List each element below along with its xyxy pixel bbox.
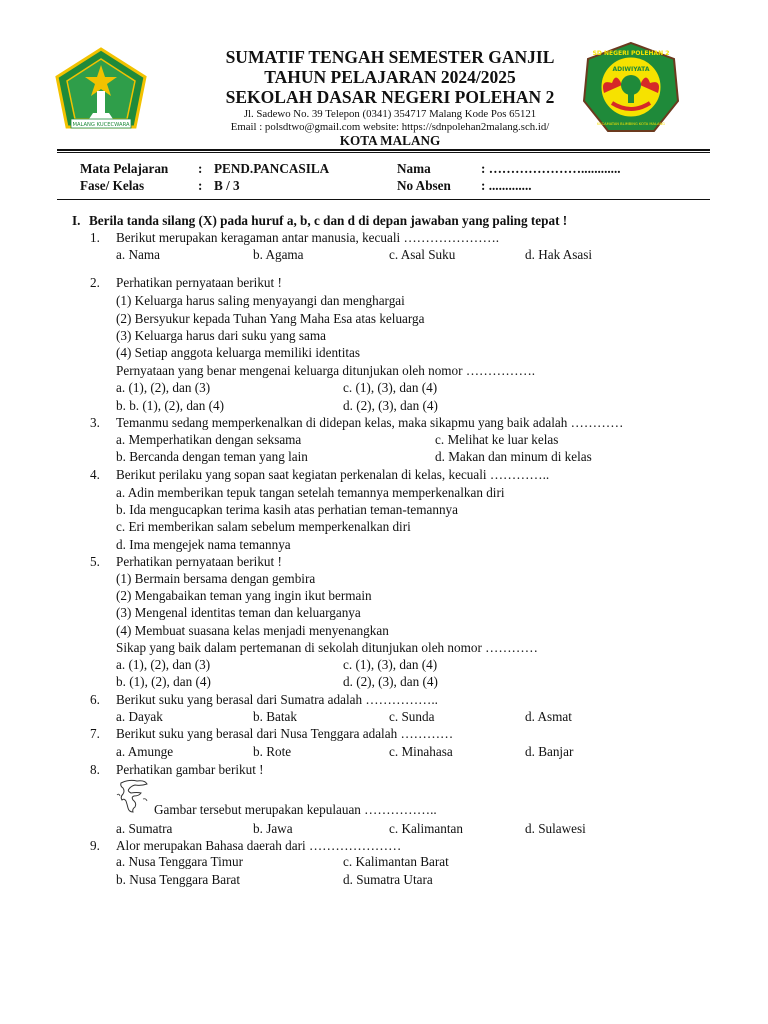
info-rule [57, 199, 710, 200]
option-d[interactable]: d. Sumatra Utara [343, 872, 433, 887]
class-value: B / 3 [214, 178, 240, 193]
option-d[interactable]: d. Makan dan minum di kelas [435, 449, 592, 464]
question-text: Berikut perilaku yang sopan saat kegiatan perkenalan di kelas, kecuali ………….. [116, 467, 550, 482]
option-a[interactable]: a. (1), (2), dan (3) [116, 380, 211, 395]
question-ask: Sikap yang baik dalam pertemanan di sekolah ditunjukan oleh nomor ………… [116, 640, 538, 655]
header-rule-thin [57, 152, 710, 153]
option-b[interactable]: b. b. (1), (2), dan (4) [116, 398, 225, 413]
option-a[interactable]: a. Adin memberikan tepuk tangan setelah temannya memperkenalkan diri [116, 485, 505, 500]
option-c[interactable]: c. Sunda [389, 709, 435, 724]
section-instruction: Berila tanda silang (X) pada huruf a, b, c dan d di depan jawaban yang paling tepat ! [89, 213, 568, 228]
question-number: 3. [90, 415, 100, 430]
option-d[interactable]: d. Asmat [525, 709, 572, 724]
option-a[interactable]: a. Dayak [116, 709, 163, 724]
question-number: 5. [90, 554, 100, 569]
option-a[interactable]: a. Nusa Tenggara Timur [116, 854, 244, 869]
option-d[interactable]: d. Banjar [525, 744, 574, 759]
option-d[interactable]: d. Hak Asasi [525, 247, 593, 262]
question-text: Perhatikan pernyataan berikut ! [116, 275, 282, 290]
statement: (2) Mengabaikan teman yang ingin ikut bermain [116, 588, 372, 603]
question-ask: Pernyataan yang benar mengenai keluarga ditunjukan oleh nomor ……………. [116, 363, 536, 378]
statement: (4) Membuat suasana kelas menjadi menyenangkan [116, 623, 389, 638]
option-c[interactable]: c. Asal Suku [389, 247, 456, 262]
option-d[interactable]: d. (2), (3), dan (4) [343, 398, 438, 413]
header-rule [57, 149, 710, 151]
absen-label: No Absen [397, 178, 451, 193]
option-d[interactable]: d. (2), (3), dan (4) [343, 674, 438, 689]
option-a[interactable]: a. Sumatra [116, 821, 173, 836]
class-sep: : [198, 178, 203, 193]
option-c[interactable]: c. Melihat ke luar kelas [435, 432, 559, 447]
question-text: Perhatikan gambar berikut ! [116, 762, 264, 777]
school-name: SEKOLAH DASAR NEGERI POLEHAN 2 [225, 87, 555, 107]
island-map-image [115, 777, 151, 820]
question-number: 9. [90, 838, 100, 853]
option-c[interactable]: c. Kalimantan Barat [343, 854, 449, 869]
statement: (2) Bersyukur kepada Tuhan Yang Maha Esa atas keluarga [116, 311, 425, 326]
subject-value: PEND.PANCASILA [214, 161, 330, 176]
option-b[interactable]: b. Ida mengucapkan terima kasih atas perhatian teman-temannya [116, 502, 458, 517]
question-number: 7. [90, 726, 100, 741]
option-d[interactable]: d. Ima mengejek nama temannya [116, 537, 291, 552]
absen-field[interactable]: : ............. [481, 178, 532, 193]
city-logo-text: MALANG KUCECWARA [72, 122, 130, 128]
statement: (1) Keluarga harus saling menyayangi dan menghargai [116, 293, 405, 308]
subject-label: Mata Pelajaran [80, 161, 169, 176]
name-label: Nama [397, 161, 431, 176]
school-logo-mid-text: ADIWIYATA [612, 66, 650, 73]
option-c[interactable]: c. (1), (3), dan (4) [343, 657, 438, 672]
name-field[interactable]: : …………………............ [481, 161, 621, 176]
question-number: 1. [90, 230, 100, 245]
school-logo-bottom-text: KECAMATAN BLIMBING KOTA MALANG [597, 122, 665, 126]
option-b[interactable]: b. Jawa [253, 821, 293, 836]
option-c[interactable]: c. Kalimantan [389, 821, 463, 836]
question-number: 8. [90, 762, 100, 777]
option-b[interactable]: b. (1), (2), dan (4) [116, 674, 211, 689]
question-text: Berikut merupakan keragaman antar manusia, kecuali …………………. [116, 230, 500, 245]
question-number: 2. [90, 275, 100, 290]
subject-sep: : [198, 161, 203, 176]
exam-title: SUMATIF TENGAH SEMESTER GANJIL [225, 47, 555, 67]
question-text: Berikut suku yang berasal dari Nusa Tenggara adalah ………… [116, 726, 454, 741]
option-a[interactable]: a. Nama [116, 247, 160, 262]
city-name: KOTA MALANG [339, 133, 441, 148]
question-text: Perhatikan pernyataan berikut ! [116, 554, 282, 569]
school-address: Jl. Sadewo No. 39 Telepon (0341) 354717 Malang Kode Pos 65121 [243, 108, 537, 120]
option-b[interactable]: b. Bercanda dengan teman yang lain [116, 449, 308, 464]
statement: (3) Mengenal identitas teman dan keluarganya [116, 605, 361, 620]
question-number: 4. [90, 467, 100, 482]
option-b[interactable]: b. Nusa Tenggara Barat [116, 872, 241, 887]
option-a[interactable]: a. Memperhatikan dengan seksama [116, 432, 302, 447]
option-a[interactable]: a. Amunge [116, 744, 174, 759]
academic-year: TAHUN PELAJARAN 2024/2025 [264, 67, 516, 87]
option-b[interactable]: b. Rote [253, 744, 292, 759]
option-c[interactable]: c. (1), (3), dan (4) [343, 380, 438, 395]
option-d[interactable]: d. Sulawesi [525, 821, 586, 836]
option-b[interactable]: b. Batak [253, 709, 297, 724]
school-contact: Email : polsdtwo@gmail.com website: https://sdnpolehan2malang.sch.id/ [230, 121, 550, 133]
option-a[interactable]: a. (1), (2), dan (3) [116, 657, 211, 672]
question-text: Berikut suku yang berasal dari Sumatra adalah …………….. [116, 692, 438, 707]
question-number: 6. [90, 692, 100, 707]
option-c[interactable]: c. Eri memberikan salam sebelum memperkenalkan diri [116, 519, 411, 534]
option-c[interactable]: c. Minahasa [389, 744, 453, 759]
option-b[interactable]: b. Agama [253, 247, 304, 262]
class-label: Fase/ Kelas [80, 178, 145, 193]
question-caption: Gambar tersebut merupakan kepulauan …………….. [154, 802, 437, 817]
question-text: Alor merupakan Bahasa daerah dari ………………… [116, 838, 402, 853]
statement: (4) Setiap anggota keluarga memiliki identitas [116, 345, 361, 360]
question-text: Temanmu sedang memperkenalkan di didepan kelas, maka sikapmu yang baik adalah ………… [116, 415, 624, 430]
statement: (3) Keluarga harus dari suku yang sama [116, 328, 326, 343]
statement: (1) Bermain bersama dengan gembira [116, 571, 316, 586]
section-number: I. [72, 213, 81, 228]
school-logo-top-text: SD NEGERI POLEHAN 2 [592, 50, 670, 57]
